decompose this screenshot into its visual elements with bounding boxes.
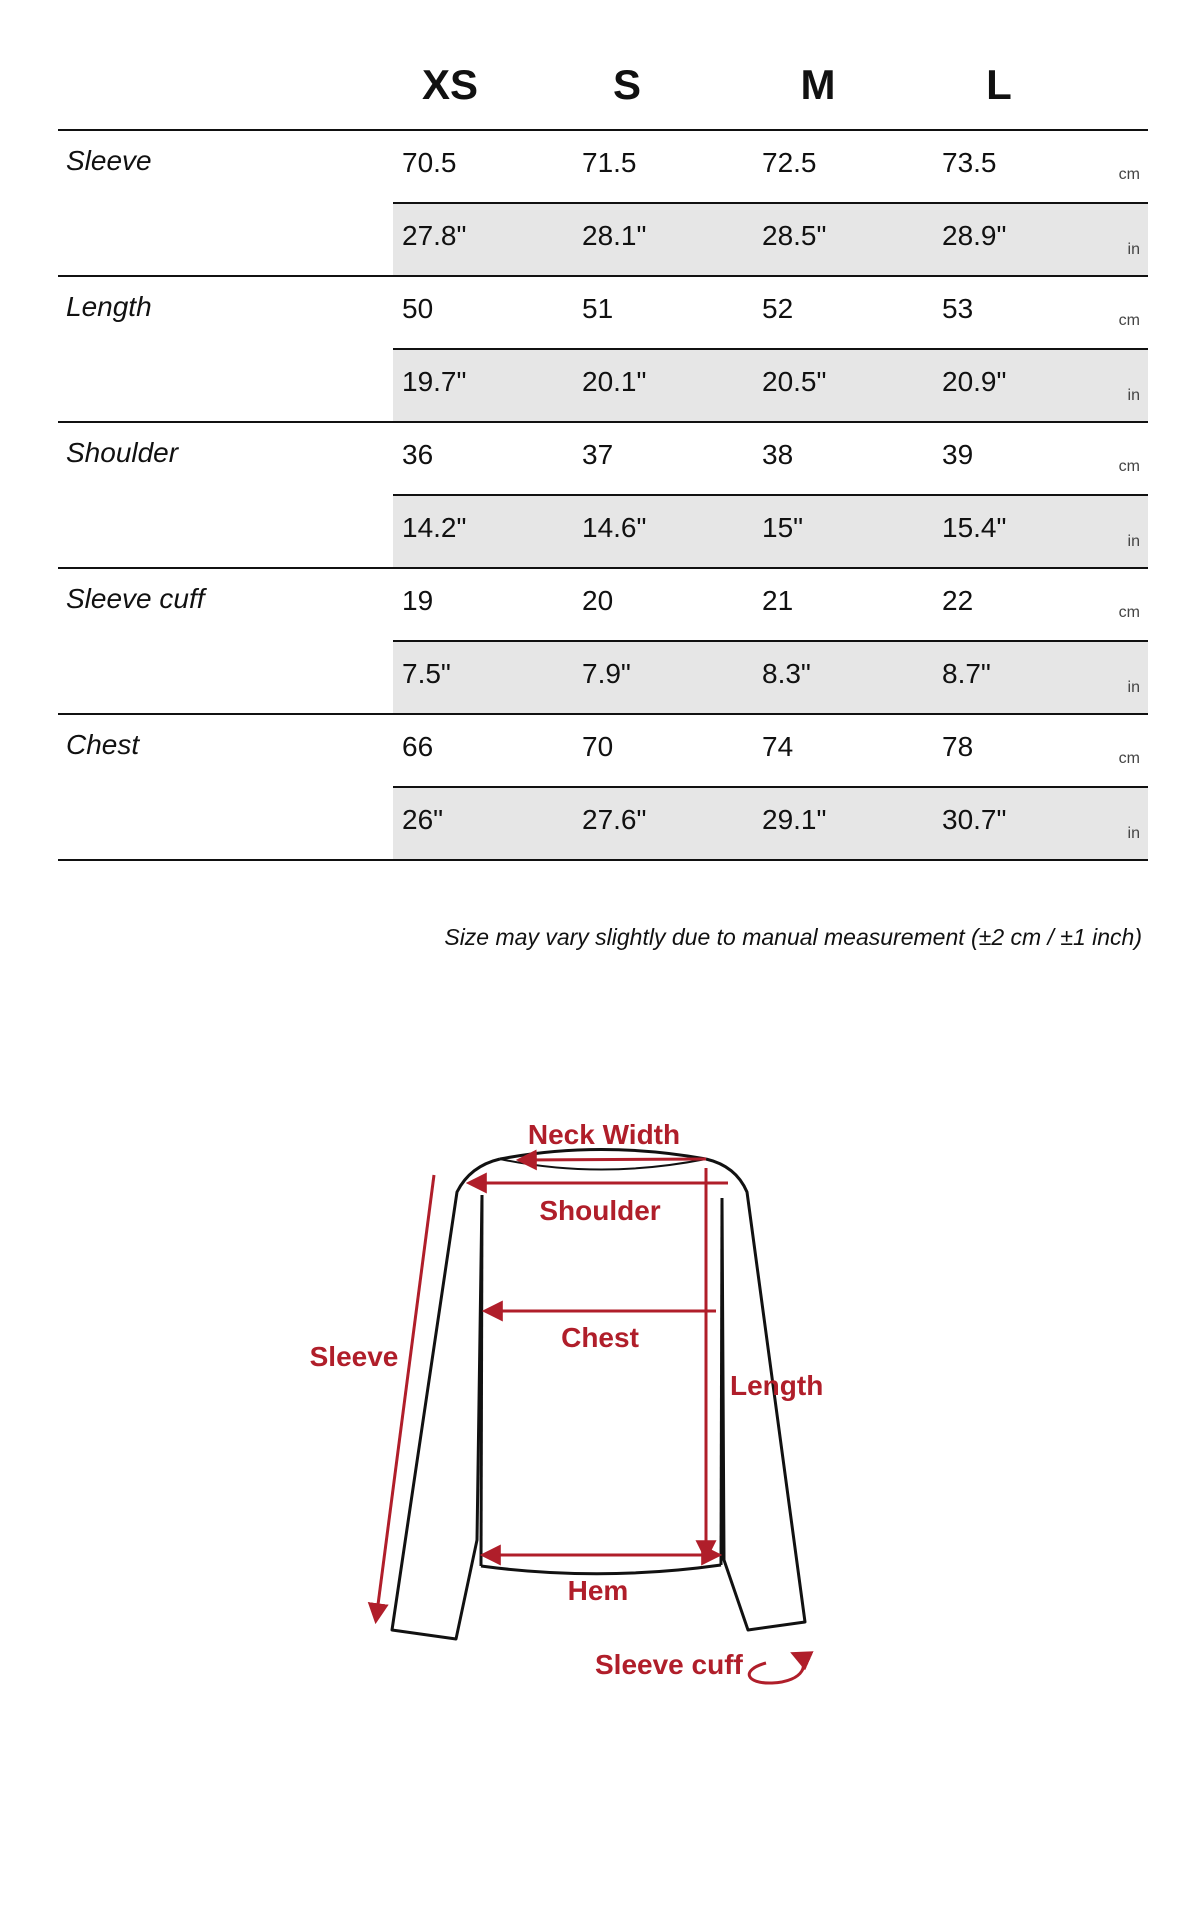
in-value-row <box>393 350 1148 421</box>
measurement-labels <box>310 1119 824 1680</box>
in-value-cell: 28.9" <box>942 220 1007 251</box>
cm-value-cell: 73.5 <box>942 147 997 178</box>
cm-value-cell: 71.5 <box>582 147 637 178</box>
cm-value-cell: 53 <box>942 293 974 324</box>
cm-value-cell: 51 <box>582 293 614 324</box>
cm-value-cell: 72.5 <box>762 147 817 178</box>
label-shoulder: Shoulder <box>539 1195 661 1226</box>
cm-value-cell: 78 <box>942 731 974 762</box>
in-unit-label: in <box>1127 825 1140 842</box>
in-value-cell: 28.1" <box>582 220 647 251</box>
in-value-cell: 7.9" <box>582 658 631 689</box>
in-value-cell: 19.7" <box>402 366 467 397</box>
in-value-cell: 8.3" <box>762 658 811 689</box>
cm-value-cell: 19 <box>402 585 434 616</box>
in-unit-label: in <box>1127 533 1140 550</box>
measurement-diagram <box>0 1080 1200 1720</box>
measurement-label: Sleeve <box>66 145 152 176</box>
in-value-cell: 29.1" <box>762 804 827 835</box>
cm-unit-label: cm <box>1118 458 1140 475</box>
in-value-cell: 14.2" <box>402 512 467 543</box>
label-neck-width: Neck Width <box>527 1119 681 1150</box>
label-sleeve: Sleeve <box>309 1341 399 1372</box>
cm-value-row <box>393 423 1148 496</box>
label-length: Length <box>730 1370 824 1401</box>
label-hem: Hem <box>567 1575 629 1606</box>
in-value-cell: 30.7" <box>942 804 1007 835</box>
measurement-label: Sleeve cuff <box>66 583 205 614</box>
in-value-row <box>393 204 1148 275</box>
measurement-label: Length <box>66 291 152 322</box>
measurement-group <box>58 569 1148 715</box>
cm-value-cell: 70.5 <box>402 147 457 178</box>
cm-value-cell: 74 <box>762 731 794 762</box>
sleeve-cuff-arrow <box>749 1654 803 1683</box>
cm-value-cell: 37 <box>582 439 614 470</box>
cm-value-cell: 52 <box>762 293 794 324</box>
size-header-row <box>58 56 1148 131</box>
measurement-label: Shoulder <box>66 437 179 468</box>
cm-value-cell: 22 <box>942 585 974 616</box>
in-value-cell: 28.5" <box>762 220 827 251</box>
cm-unit-label: cm <box>1118 750 1140 767</box>
in-unit-label: in <box>1127 387 1140 404</box>
measurement-group <box>58 277 1148 423</box>
shirt-diagram-svg <box>0 1080 1200 1720</box>
in-value-cell: 15" <box>762 512 804 543</box>
measurement-label: Chest <box>66 729 140 760</box>
cm-value-row <box>393 277 1148 350</box>
size-header-xs: XS <box>421 61 479 108</box>
in-value-cell: 27.8" <box>402 220 467 251</box>
cm-value-cell: 38 <box>762 439 794 470</box>
cm-unit-label: cm <box>1118 604 1140 621</box>
label-chest: Chest <box>561 1322 639 1353</box>
size-header-m: M <box>800 61 836 108</box>
cm-unit-label: cm <box>1118 312 1140 329</box>
size-header-s: S <box>612 61 642 108</box>
measurement-group <box>58 131 1148 277</box>
in-value-cell: 15.4" <box>942 512 1007 543</box>
cm-value-row <box>393 131 1148 204</box>
cm-value-row <box>393 715 1148 788</box>
in-value-cell: 27.6" <box>582 804 647 835</box>
in-value-row <box>393 496 1148 567</box>
measurement-group <box>58 715 1148 861</box>
cm-unit-label: cm <box>1118 166 1140 183</box>
cm-value-cell: 21 <box>762 585 794 616</box>
cm-value-cell: 39 <box>942 439 974 470</box>
in-unit-label: in <box>1127 679 1140 696</box>
in-unit-label: in <box>1127 241 1140 258</box>
in-value-row <box>393 788 1148 859</box>
size-table <box>58 56 1148 950</box>
cm-value-cell: 70 <box>582 731 614 762</box>
size-header-l: L <box>986 61 1012 108</box>
label-sleeve-cuff: Sleeve cuff <box>595 1649 743 1680</box>
measurement-group <box>58 423 1148 569</box>
cm-value-cell: 50 <box>402 293 434 324</box>
cm-value-row <box>393 569 1148 642</box>
in-value-cell: 8.7" <box>942 658 991 689</box>
in-value-cell: 26" <box>402 804 444 835</box>
in-value-cell: 7.5" <box>402 658 451 689</box>
neck-width-arrow <box>520 1159 706 1160</box>
in-value-cell: 14.6" <box>582 512 647 543</box>
cm-value-cell: 66 <box>402 731 434 762</box>
cm-value-cell: 36 <box>402 439 434 470</box>
in-value-row <box>393 642 1148 713</box>
in-value-cell: 20.9" <box>942 366 1007 397</box>
in-value-cell: 20.5" <box>762 366 827 397</box>
cm-value-cell: 20 <box>582 585 614 616</box>
measurement-note: Size may vary slightly due to manual measurement (±2 cm / ±1 inch) <box>444 924 1142 950</box>
in-value-cell: 20.1" <box>582 366 647 397</box>
